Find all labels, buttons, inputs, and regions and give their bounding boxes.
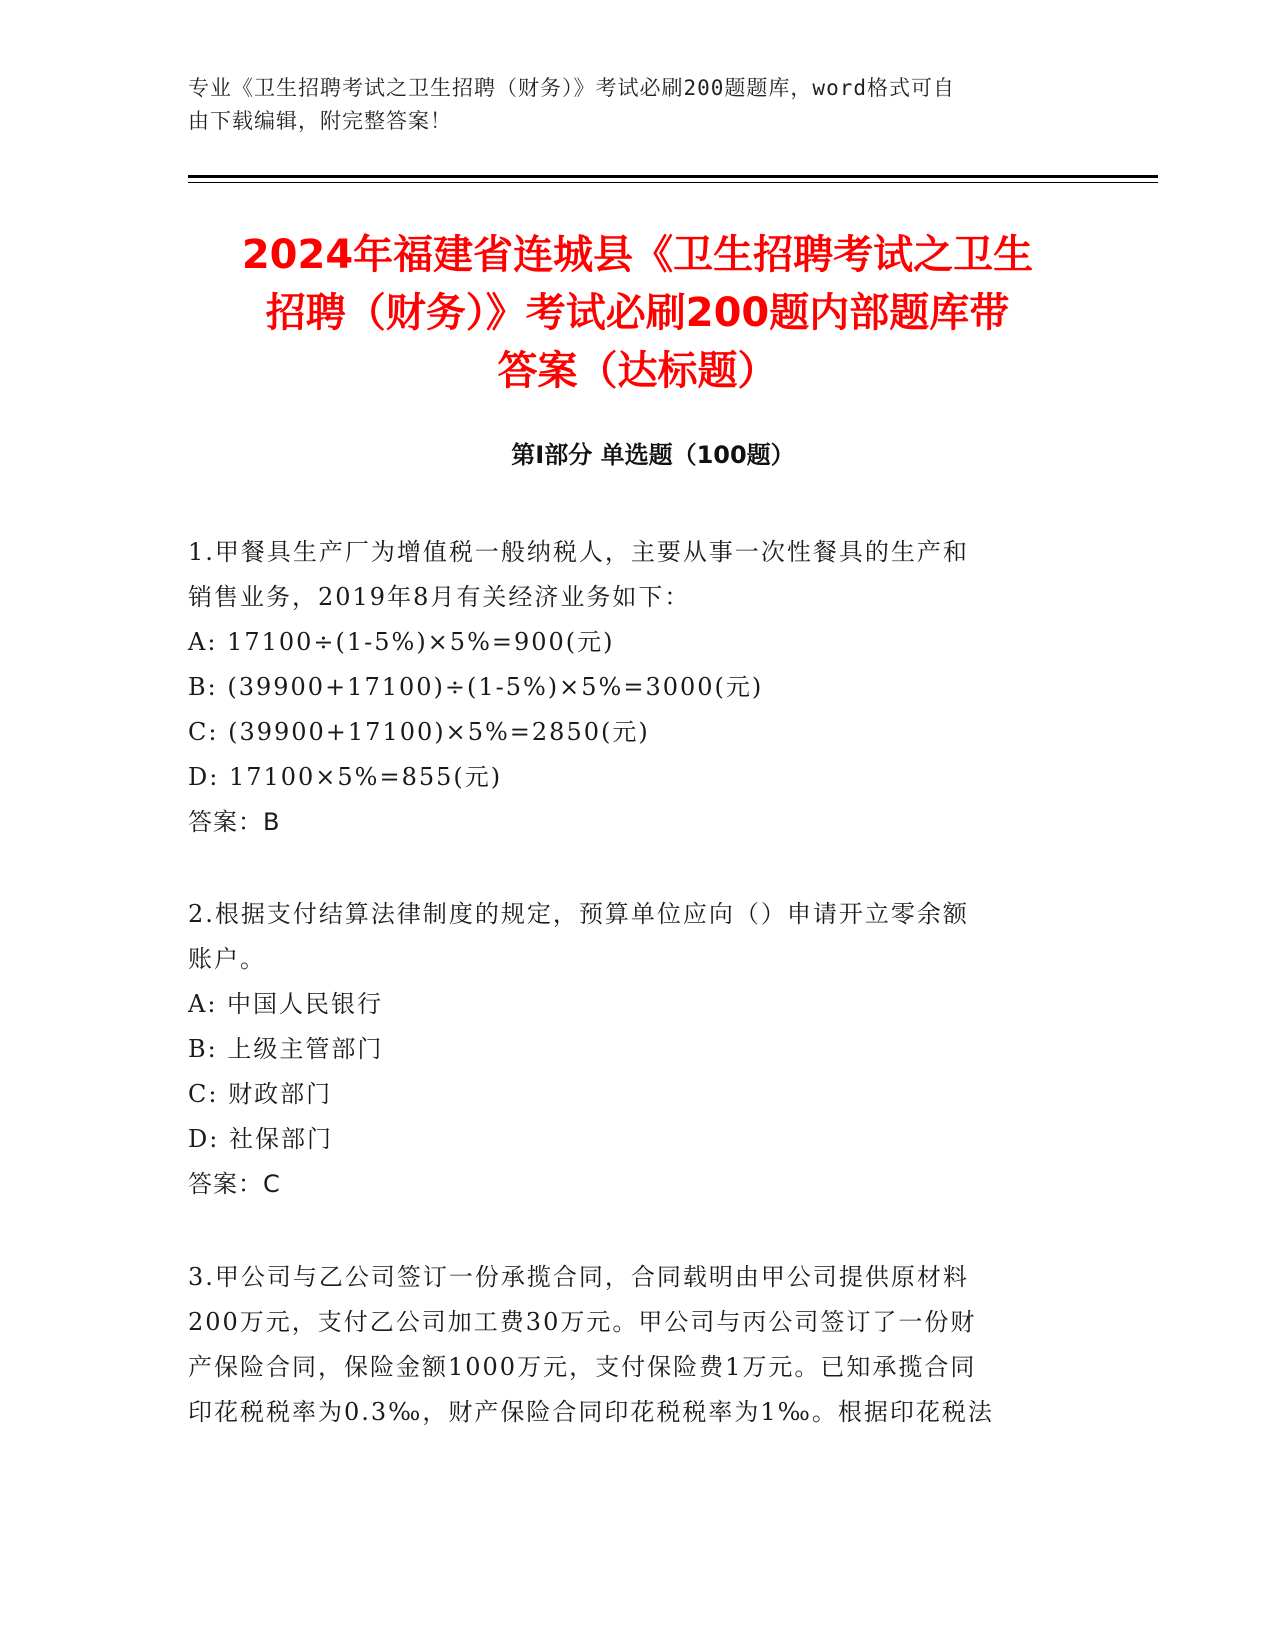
option-b: B: 上级主管部门 bbox=[188, 1035, 384, 1063]
question-3 bbox=[188, 1255, 1088, 1435]
option-d: D: 社保部门 bbox=[188, 1125, 333, 1153]
header-divider-thin bbox=[188, 182, 1158, 183]
option-c: C: 财政部门 bbox=[188, 1080, 333, 1108]
question-1 bbox=[188, 530, 1088, 845]
question-stem: 销售业务，2019年8月有关经济业务如下： bbox=[188, 583, 691, 611]
question-stem: 200万元，支付乙公司加工费30万元。甲公司与丙公司签订了一份财 bbox=[188, 1308, 977, 1336]
option-a: A: 中国人民银行 bbox=[188, 990, 384, 1018]
question-stem: 印花税税率为0.3‰，财产保险合同印花税税率为1‰。根据印花税法 bbox=[188, 1398, 994, 1426]
header-note bbox=[188, 72, 1068, 138]
question-stem: 账户。 bbox=[188, 945, 266, 973]
question-stem: 1.甲餐具生产厂为增值税一般纳税人，主要从事一次性餐具的生产和 bbox=[188, 538, 969, 566]
option-a: A: 17100÷(1-5%)×5%=900(元) bbox=[188, 628, 615, 656]
header-note-line: 专业《卫生招聘考试之卫生招聘（财务）》考试必刷200题题库，word格式可自 bbox=[188, 76, 955, 100]
question-stem: 3.甲公司与乙公司签订一份承揽合同，合同载明由甲公司提供原材料 bbox=[188, 1263, 969, 1291]
document-title-line: 招聘（财务）》考试必刷200题内部题库带 bbox=[265, 290, 1010, 336]
option-b: B: (39900+17100)÷(1-5%)×5%=3000(元) bbox=[188, 673, 764, 701]
section-title: 第Ⅰ部分 单选题（100题） bbox=[511, 441, 795, 469]
header-note-line: 由下载编辑，附完整答案！ bbox=[188, 109, 452, 133]
header-divider-thick bbox=[188, 175, 1158, 178]
document-title-line: 2024年福建省连城县《卫生招聘考试之卫生 bbox=[241, 232, 1034, 278]
option-d: D: 17100×5%=855(元) bbox=[188, 763, 503, 791]
answer: 答案：B bbox=[188, 808, 281, 836]
question-stem: 产保险合同，保险金额1000万元，支付保险费1万元。已知承揽合同 bbox=[188, 1353, 977, 1381]
document-title-line: 答案（达标题） bbox=[497, 348, 778, 394]
document-title bbox=[160, 226, 1115, 400]
answer: 答案：C bbox=[188, 1170, 281, 1198]
question-2 bbox=[188, 892, 1088, 1207]
question-stem: 2.根据支付结算法律制度的规定，预算单位应向（）申请开立零余额 bbox=[188, 900, 969, 928]
option-c: C: (39900+17100)×5%=2850(元) bbox=[188, 718, 650, 746]
